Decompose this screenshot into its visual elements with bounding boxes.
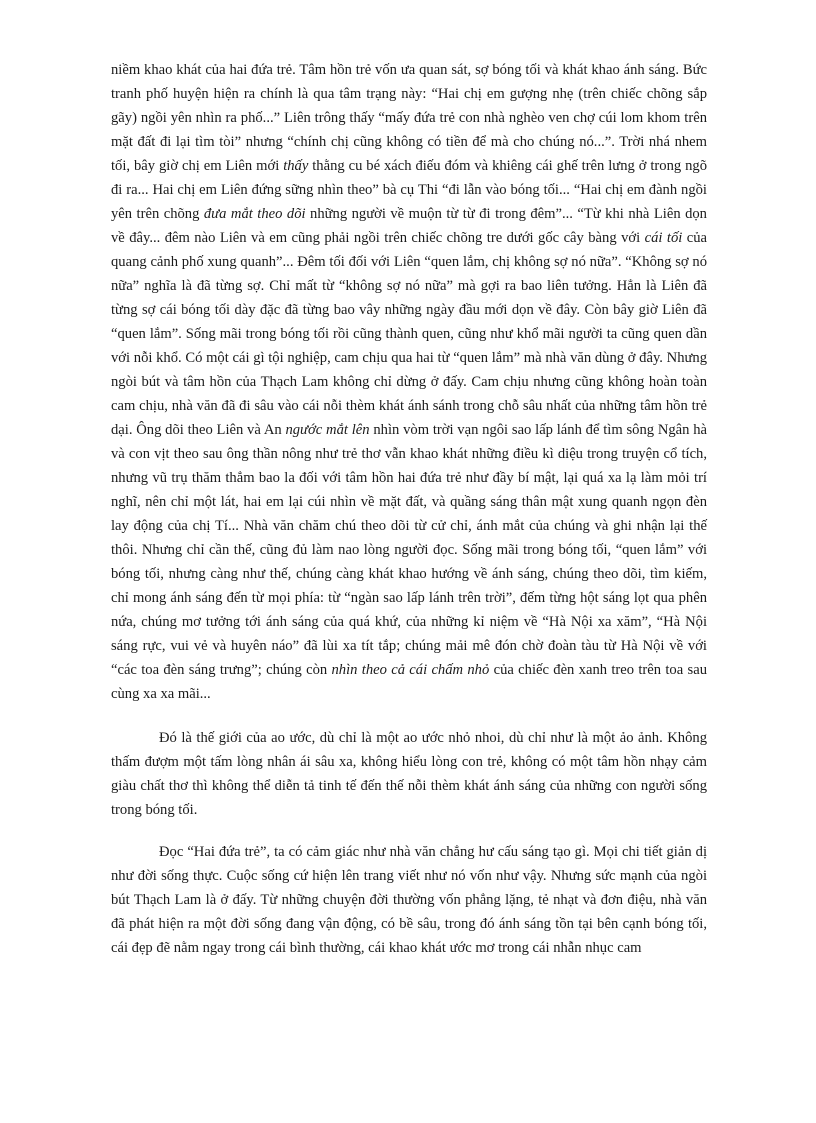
paragraph-2: [111, 726, 707, 822]
document-page: [111, 58, 707, 960]
emphasis-thay: thấy: [283, 158, 309, 174]
paragraph-2-text: Đó là thế giới của ao ước, dù chỉ là một ao ước nhỏ nhoi, dù chỉ như là một ảo ảnh. Không thấm đượm một tấm lòng nhân ái sâu xa, không hiểu lòng con trẻ, không có một tâm hồn nhạy cảm giàu chất thơ thì không thể diễn tả tinh tế đến thế nỗi thèm khát ánh sáng của những con người sống trong bóng tối.: [111, 730, 707, 818]
paragraph-3-text: Đọc “Hai đứa trẻ”, ta có cảm giác như nhà văn chẳng hư cấu sáng tạo gì. Mọi chi tiết giản dị như đời sống thực. Cuộc sống cứ hiện lên trang viết như nó vốn như vậy. Nhưng sức mạnh của ngòi bút Thạch Lam là ở đấy. Từ những chuyện đời thường vốn phẳng lặng, tẻ nhạt và đơn điệu, nhà văn đã phát hiện ra một đời sống đang vận động, có bề sâu, trong đó ánh sáng tồn tại bên cạnh bóng tối, cái đẹp đẽ nằm ngay trong cái bình thường, cái khao khát ước mơ trong cái nhẫn nhục cam: [111, 844, 707, 956]
paragraph-1-text: niềm khao khát của hai đứa trẻ. Tâm hồn trẻ vốn ưa quan sát, sợ bóng tối và khát khao ánh sáng. Bức tranh phố huyện hiện ra chính là qua tâm trạng này: “Hai chị em gượng nhẹ (trên chiếc chõng sắp gãy) ngồi yên nhìn ra phố...” Liên trông thấy “mấy đứa trẻ con nhà nghèo ven chợ cúi lom khom trên mặt đất đi lại tìm tòi” nhưng “chính chị cũng không có tiền để mà cho chúng nó...”. Trời nhá nhem tối, bây giờ chị em Liên mới: [111, 62, 707, 174]
paragraph-1-text: của quang cảnh phố xung quanh”... Đêm tối đối với Liên “quen lắm, chị không sợ nó nữa”. “Không sợ nó nữa” nghĩa là đã từng sợ. Chỉ mất từ “không sợ nó nữa” mà gợi ra bao liên tưởng. Hẳn là Liên đã từng sợ cái bóng tối dày đặc đã từng bao vây những ngày đầu mới dọn về đây. Còn bây giờ Liên đã “quen lắm”. Sống mãi trong bóng tối rồi cũng thành quen, cũng như khổ mãi người ta cũng quen dần với nỗi khổ. Có một cái gì tội nghiệp, cam chịu qua hai từ “quen lắm” mà nhà văn dùng ở đây. Nhưng ngòi bút và tâm hồn của Thạch Lam không chỉ dừng ở đấy. Cam chịu nhưng cũng không hoàn toàn cam chịu, nhà văn đã đi sâu vào cái nỗi thèm khát ánh sánh trong chỗ sâu nhất của những tâm hồn trẻ dại. Ông dõi theo Liên và An: [111, 230, 707, 438]
paragraph-spacer: [111, 822, 707, 840]
paragraph-1-text: nhìn vòm trời vạn ngôi sao lấp lánh để tìm sông Ngân hà và con vịt theo sau ông thần nông như trẻ thơ vẫn khao khát những điều kì diệu trong truyện cổ tích, nhưng vũ trụ thăm thẳm bao la đối với tâm hồn hai đứa trẻ như đầy bí mật, lại quá xa lạ làm mỏi trí nghĩ, nên chỉ một lát, hai em lại cúi nhìn về mặt đất, và quầng sáng thân mật xung quanh ngọn đèn lay động của chị Tí... Nhà văn chăm chú theo dõi từ cử chỉ, ánh mắt của chúng và ghi nhận lại thế thôi. Nhưng chỉ cần thế, cũng đủ làm nao lòng người đọc. Sống mãi trong bóng tối, “quen lắm” với bóng tối, nhưng càng như thế, chúng càng khát khao hướng về ánh sáng, chúng theo dõi, tìm kiếm, chỉ mong ánh sáng đến từ mọi phía: từ “ngàn sao lấp lánh trên trời”, đếm từng hột sáng lọt qua phên nứa, chúng mơ tưởng tới ánh sáng của quá khứ, của những kỉ niệm về “Hà Nội xa xăm”, “Hà Nội sáng rực, vui vẻ và huyên náo” đã lùi xa tít tắp; chúng mải mê đón chờ đoàn tàu từ Hà Nội về với “các toa đèn sáng trưng”; chúng còn: [111, 422, 707, 678]
paragraph-1: [111, 58, 707, 706]
paragraph-1-text: của chiếc đèn xanh treo trên toa sau cùng xa xa mãi...: [111, 662, 707, 702]
emphasis-dua-mat-theo-doi: đưa mắt theo dõi: [203, 206, 306, 222]
paragraph-spacer: [111, 706, 707, 726]
emphasis-nhin-theo-ca-cai-cham-nho: nhìn theo cả cái chấm nhỏ: [331, 662, 490, 678]
paragraph-3: [111, 840, 707, 960]
paragraph-1-text: thằng cu bé xách điếu đóm và khiêng cái ghế trên lưng ở trong ngõ đi ra... Hai chị em Liên đứng sững nhìn theo” bà cụ Thi “đi lẫn vào bóng tối... “Hai chị em đành ngồi yên trên chõng: [111, 158, 707, 222]
paragraph-1-text: những người về muộn từ từ đi trong đêm”... “Từ khi nhà Liên dọn về đây... đêm nào Liên và em cũng phải ngồi trên chiếc chõng tre dưới gốc cây bàng với: [111, 206, 707, 246]
emphasis-cai-toi: cái tối: [644, 230, 683, 246]
emphasis-nguoc-mat-len: ngước mắt lên: [285, 422, 370, 438]
